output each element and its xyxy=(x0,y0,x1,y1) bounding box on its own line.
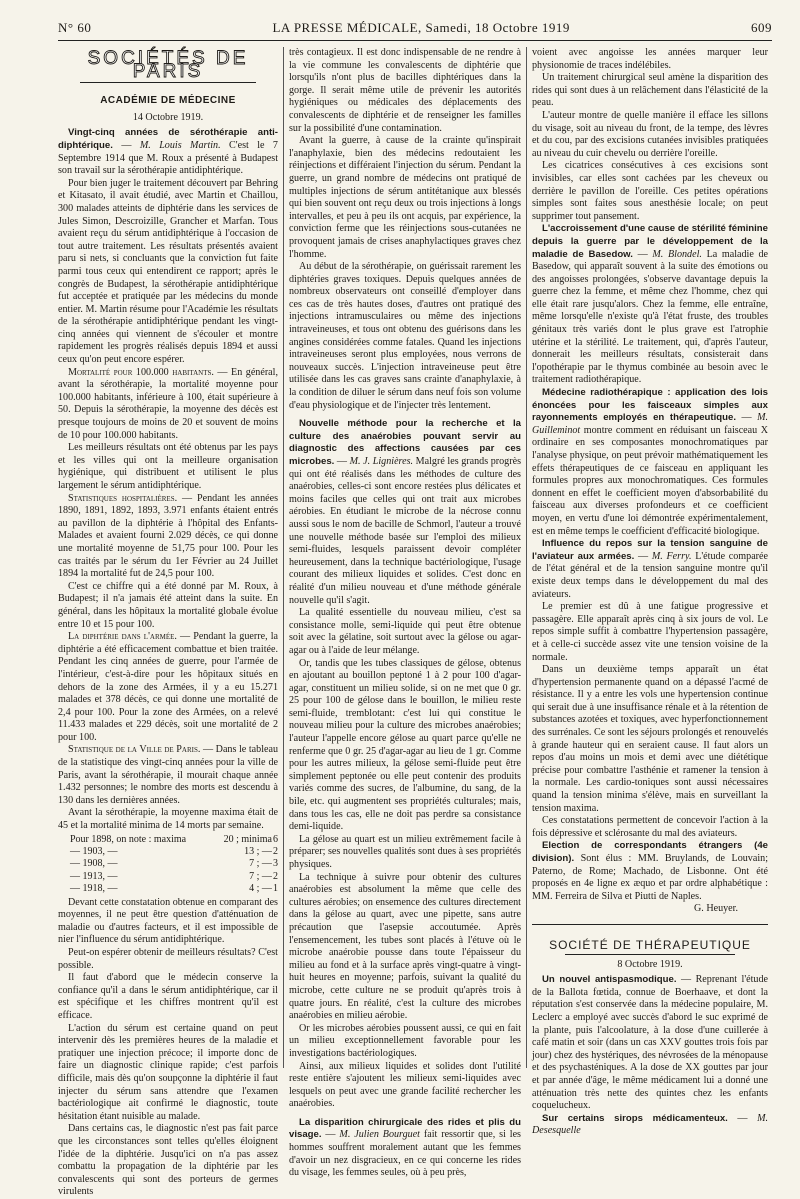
column-divider xyxy=(526,47,527,1068)
section-rule xyxy=(532,924,768,925)
article-paragraph: Influence du repos sur la tension sanguine de l'aviateur aux armées. — M. Ferry. L'étude comparée de l'état général et de la tension sanguine montre qu'il existe deux temps dans le développement du mal des aviateurs. xyxy=(532,538,769,600)
article-paragraph: L'action du sérum est certaine quand on peut intervenir dès les premières heures de la maladie et pratiquer une injection précoce; il importe donc de faire un diagnostic clinique rapide; c'est parfois difficile, mais dès qu'on soupçonne la diphtérie il faut injecter du sérum sans attendre que l'examen bactériologique ait confirmé le diagnostic, toute hésitation étant nuisible au malade. xyxy=(58,1022,278,1122)
author: M. J. Lignières. xyxy=(349,456,414,467)
session-date: 14 Octobre 1919. xyxy=(132,111,204,123)
session-date: 8 Octobre 1919. xyxy=(617,958,683,970)
article-paragraph: Un nouvel antispasmodique. — Reprenant l'étude de la Ballota fœtida, connue de Boerhaave, et dont la réputation s'est conservée dans la médecine populaire, M. Leclerc a employé avec succès d'abord le suc exprimé de la plante, puis l'alcoolature, à la dose d'une cuillerée à café matin et soir (dans un cas XXV gouttes trois fois par jour) chez des hystériques, des névrosées de la ménopause et des psychasténiques. A la dose de XX gouttes par jour et par année d'âge, le même médicament lui a donné une atténuation très nette des quintes chez les enfants coquelucheux. xyxy=(532,974,768,1112)
column-2 xyxy=(289,47,521,1179)
issue-number: N° 60 xyxy=(58,20,92,35)
article-paragraph: La diphtérie dans l'armée. — Pendant la guerre, la diphtérie a été efficacement combattue et bien traitée. Pendant les cinq années de guerre, pour l'armée de l'intérieur, c'est-à-dire pour les hôpitaux situés en dehors de la zone des Armées, il y a eu 15.271 malades et 378 décès, ce qui donne une mortalité de 2,4 pour 100. Pour la zone des Armées, on a relevé 11.433 malades et 229 décès, soit une mortalité de 2 pour 100. xyxy=(58,631,278,743)
mortality-table-cell: 2 xyxy=(273,870,278,882)
academy-heading: ACADÉMIE DE MÉDECINE xyxy=(100,95,236,107)
author: M. Desesquelle xyxy=(532,1112,768,1137)
article-paragraph: Un traitement chirurgical seul amène la disparition des rides qui sont dues à un relâchement dans l'élasticité de la peau. xyxy=(532,72,768,109)
column-1 xyxy=(58,47,279,1198)
article-paragraph: Or, tandis que les tubes classiques de gélose, obtenus en ajoutant au bouillon peptoné 1 à 2 pour 100 d'agar-agar, constituent un milieu solide, si on ne met que 0 gr. 25 pour 100 de gélose dans le bouillon, le milieu reste semi-fluide, tremblotant: c'est lui qui constitue le nouveau milieu pour la culture des microbes anaérobies; l'auteur l'appelle encore gélose au quart parce qu'elle ne renferme que 0 gr. 25 d'agar-agar au lieu de 1 gr. Comme pour les autres milieux, la gélose semi-fluide peut être simplement peptonée ou elle peut contenir des produits variés comme des sucres, de l'albumine, du sang, de la bile, etc. qui augmentent ses propriétés culturales; mais, dans tous les cas, elle ne doit pas perdre sa consistance demi-liquide. xyxy=(289,657,521,833)
article-paragraph: Peut-on espérer obtenir de meilleurs résultats? C'est possible. xyxy=(58,947,278,971)
article-paragraph: Election de correspondants étrangers (4e division). Sont élus : MM. Bruylands, de Louvain; Paterno, de Rome; Machado, de Lisbonne. Ont été proposés en 4e ligne ex æquo et par ordre alphabétique : MM. Ferreira de Silva et Piutti de Naples. xyxy=(532,840,768,902)
article-paragraph: Les meilleurs résultats ont été obtenus par les pays et les villes qui ont la meilleure organisation hygiénique, qui distribuent et utilisent le plus largement le sérum antidiphtérique. xyxy=(58,442,278,491)
article-paragraph: Dans certains cas, le diagnostic n'est pas fait parce que les circonstances sont telles qu'elles éloignent l'idée de la diphtérie. Jusqu'ici on n'a pas assez combattu la propagation de la diphtérie par les convalescents qui sont des porteurs de germes virulents xyxy=(58,1123,278,1198)
mortality-table xyxy=(58,834,278,896)
article-paragraph: Mortalité pour 100.000 habitants. — En général, avant la sérothérapie, la mortalité moyenne pour 100.000 habitants, inférieure à 100, était supérieure à 50. Depuis la sérothérapie, la moyenne des décès est presque toujours de moins de 20 et souvent de moins de 10 pour 100.000 habitants. xyxy=(58,366,278,441)
article-paragraph: très contagieux. Il est donc indispensable de ne rendre à la vie commune les convalescents de diphtérie que lorsqu'ils n'ont plus de bacilles diphtériques dans la gorge. Il serait même utile de prévenir les autorités hygiéniques ou médicales des déplacements des convalescents de diphtérie et de renseigner les familles sur la possibilité d'une contamination. xyxy=(289,47,521,134)
article-paragraph: Vingt-cinq années de sérothérapie anti-diphtérique. — M. Louis Martin. C'est le 7 Septembre 1914 que M. Roux a présenté à Budapest son travail sur la sérothérapie antidiphtérique. xyxy=(58,127,278,177)
article-paragraph: Au début de la sérothérapie, on guérissait rarement les diphtéries graves toxiques. Depuis quelques années de nombreux observateurs ont conseillé d'employer dans ces cas de très hautes doses, d'autres ont pratiqué des injections intramusculaires ou même des injections intraveineuses, et tous ont obtenu des guérisons dans les angines considérées comme fatales. Quand les injections intraveineuses seront plus employées, nous verrons de nouveaux succès. L'injection intraveineuse peut être utilisée dans les cas graves sans crainte d'anaphylaxie, à la condition de diluer le sérum dans neuf fois son volume d'eau physiologique et de l'injecter très lentement. xyxy=(289,261,521,411)
mortality-table-cell: — 1908, — xyxy=(70,858,118,870)
column-divider xyxy=(283,47,284,1068)
author: M. Blondel. xyxy=(652,248,702,260)
article-paragraph: L'auteur montre de quelle manière il efface les sillons du visage, soit au niveau du front, de la tempe, des lèvres et du cou, par des excisions cutanées invisibles pratiquées au niveau du cuir chevelu ou derrière l'oreille. xyxy=(532,109,768,159)
mortality-table-cell: — 1918, — xyxy=(70,883,118,895)
page-number: 609 xyxy=(750,20,772,35)
article-paragraph: La technique à suivre pour obtenir des cultures anaérobies est absolument la même que celle des cultures aérobies; on ensemence des cultures directement dans la gélose au quart, avec une pipette, sans autre précaution que l'asepsie accoutumée. Après l'ensemencement, les tubes sont placés à l'étuve où le microbe anaérobie pousse dans toute l'épaisseur du milieu au fond et à la surface après vingt-quatre à vingt-huit heures en moyenne; parfois, suivant la qualité du microbe, cette culture ne se produit qu'après trois à quatre jours. En réalité, c'est la culture des microbes anaérobies en milieu aérobie. xyxy=(289,871,521,1022)
mortality-table-row xyxy=(58,871,278,883)
article-paragraph: Médecine radiothérapique : application des lois énoncées pour les faisceaux simples aux rayonnements employés en thérapeutique. — M. Guilleminot montre comment en réduisant un faisceau X ordinaire en ses composantes monochromatiques par l'analyse physique, on peut prévoir mathématiquement les effets thérapeutiques de ce faisceau en appliquant les formules propres aux monochromatiques. Ces formules donnent en effet le coefficient moyen d'absorbabilité du faisceau aux diverses profondeurs et ce coefficient moyen, en vertu d'une loi démontrée expérimentalement, est en même temps le coefficient d'efficacité biologique. xyxy=(532,387,769,537)
article-paragraph: La qualité essentielle du nouveau milieu, c'est sa consistance molle, semi-liquide qui peut être obtenue soit avec la gélatine, soit surtout avec la gélose ou agar-agar ou à l'aide de leur mélange. xyxy=(289,607,521,656)
article-paragraph: Sur certains sirops médicamenteux. — M. Desesquelle xyxy=(532,1112,768,1137)
mortality-table-cell: 1 xyxy=(273,883,278,895)
mortality-table-cell: — 1903, — xyxy=(70,846,118,858)
mortality-table-cell: 6 xyxy=(273,833,278,845)
section-banner: SOCIÉTÉS DE PARIS xyxy=(87,48,249,82)
section-title: SOCIÉTÉ DE THÉRAPEUTIQUE xyxy=(549,937,751,952)
mortality-table-cell: 13 ; — xyxy=(244,846,272,858)
signature: G. Heuyer. xyxy=(693,903,738,915)
journal-title: LA PRESSE MÉDICALE, Samedi, 18 Octobre 1919 xyxy=(272,20,570,35)
article-paragraph: Ces constatations permettent de concevoir l'action à la fois dépressive et sclérosante du mal des aviateurs. xyxy=(532,815,768,839)
mortality-table-cell: 2 xyxy=(273,846,278,858)
article-paragraph: Le premier est dû à une fatigue progressive et passagère. Elle apparaît après cinq à six jours de vol. Le repos simple suffit à combattre l'hypertension passagère, et à celle-ci succède assez vite une tension voisine de la normale. xyxy=(532,601,768,663)
mortality-table-row xyxy=(58,834,278,846)
mortality-table-row xyxy=(58,858,278,870)
article-paragraph: Avant la sérothérapie, la moyenne maxima était de 45 et la mortalité minima de 14 morts par semaine. xyxy=(58,807,278,832)
mortality-table-cell: 3 xyxy=(273,858,278,870)
mortality-table-cell: 7 ; — xyxy=(249,870,272,882)
article-paragraph: Or les microbes aérobies poussent aussi, ce qui en fait un milieu exceptionnellement favorable pour les investigations bactériologiques. xyxy=(289,1022,521,1059)
section-underline xyxy=(565,954,735,955)
article-paragraph: Statistiques hospitalières. — Pendant les années 1890, 1891, 1892, 1893, 3.971 enfants étaient entrés au pavillon de la diphtérie à l'hôpital des Enfants-Malades et avaient fourni 2.029 décès, ce qui donne une mortalité moyenne de 51,75 pour 100. Pour les cas traités par le sérum du 1er Février au 24 Juillet 1894 la mortalité fut de 24,5 pour 100. xyxy=(58,492,279,580)
article-paragraph: Avant la guerre, à cause de la crainte qu'inspirait l'anaphylaxie, bien des médecins redoutaient les réinjections et différaient l'injection du sérum. Pendant la guerre, un grand nombre de médecins ont pratiqué de multiples injections de sérum antitétanique aux blessés qui bien souvent ont reçu deux ou trois injections à longs intervalles, et peu à peu ils ont acquis, par expérience, la conviction ferme que les réinjections sous-cutanées ne provoquent jamais de crises anaphylactiques graves chez l'homme. xyxy=(289,135,521,260)
article-paragraph: Pour bien juger le traitement découvert par Behring et Kitasato, il avait étudié, avec Martin et Chaillou, 300 malades atteints de diphtérie dans les services de Jules Simon, Descroizille, Grancher et Marfan. Tous avaient reçu du sérum antidiphtérique à l'occasion de tout autre traitement. Les résultats présentés avaient paru si nets, si concluants que la conviction fut faite parmi tous ceux qui entendirent ce rapport; après le congrès de Budapest, la sérothérapie antidiphtérique fut acceptée et pratiquée par les médecins du monde entier. M. Martin résume pour l'Académie les résultats de la sérothérapie antidiphtérique pendant les vingt-cinq années qui viennent de s'écouler et montre rapidement les progrès réalisés depuis 1894 et aussi ceux qu'on peut encore espérer. xyxy=(58,177,278,366)
author: M. Guilleminot xyxy=(532,412,768,436)
mortality-table-row xyxy=(58,883,278,895)
mortality-table-cell: 4 ; — xyxy=(249,883,272,895)
article-paragraph: Nouvelle méthode pour la recherche et la culture des anaérobies pouvant servir au diagnostic des affections causées par ces microbes. — M. J. Lignières. Malgré les grands progrès qui ont été réalisés dans les méthodes de culture des anaérobies, celles-ci sont encore restées plus délicates et moins faciles que celles qui ont trait aux microbes aérobies. En étudiant le microbe de la nécrose connu aussi sous le nom de bacille de Schmorl, l'auteur a trouvé une nouvelle méthode basée sur l'emploi des milieux semi-fluides, lesquels paraissent devoir compléter heureusement, dans la technique bactériologique, l'usage courant des milieux liquides et solides. C'est donc en réalité d'un milieu nouveau et d'une méthode générale nouvelle qu'il s'agit. xyxy=(289,418,521,606)
article-paragraph: Dans un deuxième temps apparaît un état d'hypertension permanente quand on a dépassé l'acmé de résistance. Il y a entre les vols une hypertension continue qui serait due à une insuffisance rénale et à la rétention de substances azotées et toxiques, avec hyperfonctionnement des surrénales. Ce sont les séjours prolongés et renouvelés à grande hauteur qui en seraient cause. Il faut alors un repos d'au moins un mois et demi avec une diététique précise pour combattre l'asthénie et ramener la tension à la normale. Les cardio-toniques sont aussi nécessaires quand la tension minima s'élève, mais en surveillant la tension maxima. xyxy=(532,664,768,814)
mortality-table-cell: 7 ; — xyxy=(249,858,272,870)
author: M. Ferry. xyxy=(651,550,692,562)
article-paragraph: L'accroissement d'une cause de stérilité féminine depuis la guerre par le développement de la maladie de Basedow. — M. Blondel. La maladie de Basedow, qui apparaît souvent à la suite des émotions ou des angoisses prolongées, s'observe davantage depuis la guerre chez la femme, et même chez l'homme, chez qui elle était rare jusqu'alors. Chez la femme, elle entraîne, même lorsqu'elle n'existe qu'à l'état fruste, des troubles génitaux très variés dont le plus grave est l'atrophie utérine et la stérilité. Le traitement, qui, d'après l'auteur, donnerait les meilleurs résultats, consisterait dans l'opothérapie par le thymus combinée au besoin avec le traitement radiothérapique. xyxy=(532,223,769,386)
author: M. Julien Bourguet xyxy=(339,1129,420,1141)
mortality-table-cell: — 1913, — xyxy=(70,870,118,882)
article-paragraph: C'est ce chiffre qui a été donné par M. Roux, à Budapest; il n'a jamais été atteint dans la suite. En général, dans les hôpitaux la mortalité globale évolue entre 10 et 15 pour 100. xyxy=(58,580,278,630)
article-paragraph: Devant cette constatation obtenue en comparant des moyennes, il ne peut être question d'atténuation de maladie ou d'autres facteurs, et il est impossible de nier l'influence du sérum antidiphtérique. xyxy=(58,896,278,946)
article-paragraph: La gélose au quart est un milieu extrêmement facile à préparer; ses nouvelles qualités sont dues à ses propriétés physiques. xyxy=(289,833,521,870)
page-header xyxy=(58,20,772,36)
mortality-table-cell: Pour 1898, on note : maxima xyxy=(70,833,187,845)
mortality-table-cell: 20 ; minima xyxy=(223,833,272,845)
header-rule xyxy=(58,40,772,41)
article-paragraph: La disparition chirurgicale des rides et plis du visage. — M. Julien Bourguet fait ressortir que, si les hommes souffrent moralement autant que les femmes d'avoir un nez disgracieux, en ce qui concerne les rides du visage, les femmes seules, où à peu près, xyxy=(289,1116,521,1179)
article-paragraph: Il faut d'abord que le médecin conserve la confiance qu'il a dans le sérum antidiphtérique, car il est spécifique et les chiffres montrent qu'il est efficace. xyxy=(58,972,278,1021)
article-paragraph: Ainsi, aux milieux liquides et solides dont l'utilité reste entière s'ajoutent les milieux semi-liquides avec lesquels on peut avec une grande facilité rechercher les anaérobies. xyxy=(289,1060,521,1110)
article-paragraph: Les cicatrices consécutives à ces excisions sont invisibles, car elles sont cachées par les cheveux ou derrière le pavillon de l'oreille. Ces petites opérations simples sont faites sous anesthésie locale; on peut supprimer tout pansement. xyxy=(532,160,768,222)
mortality-table-row xyxy=(58,846,278,858)
column-3 xyxy=(532,47,769,1137)
author: M. Louis Martin. xyxy=(139,139,221,151)
banner-rule xyxy=(80,82,256,83)
article-paragraph: Statistique de la Ville de Paris. — Dans le tableau de la statistique des vingt-cinq années pour la ville de Paris, avant la sérothérapie, il mourait chaque année 1.432 personnes; le nombre des morts est descendu à 130 dans les dernières années. xyxy=(58,744,278,806)
article-paragraph: voient avec angoisse les années marquer leur physionomie de traces indélébiles. xyxy=(532,47,768,71)
